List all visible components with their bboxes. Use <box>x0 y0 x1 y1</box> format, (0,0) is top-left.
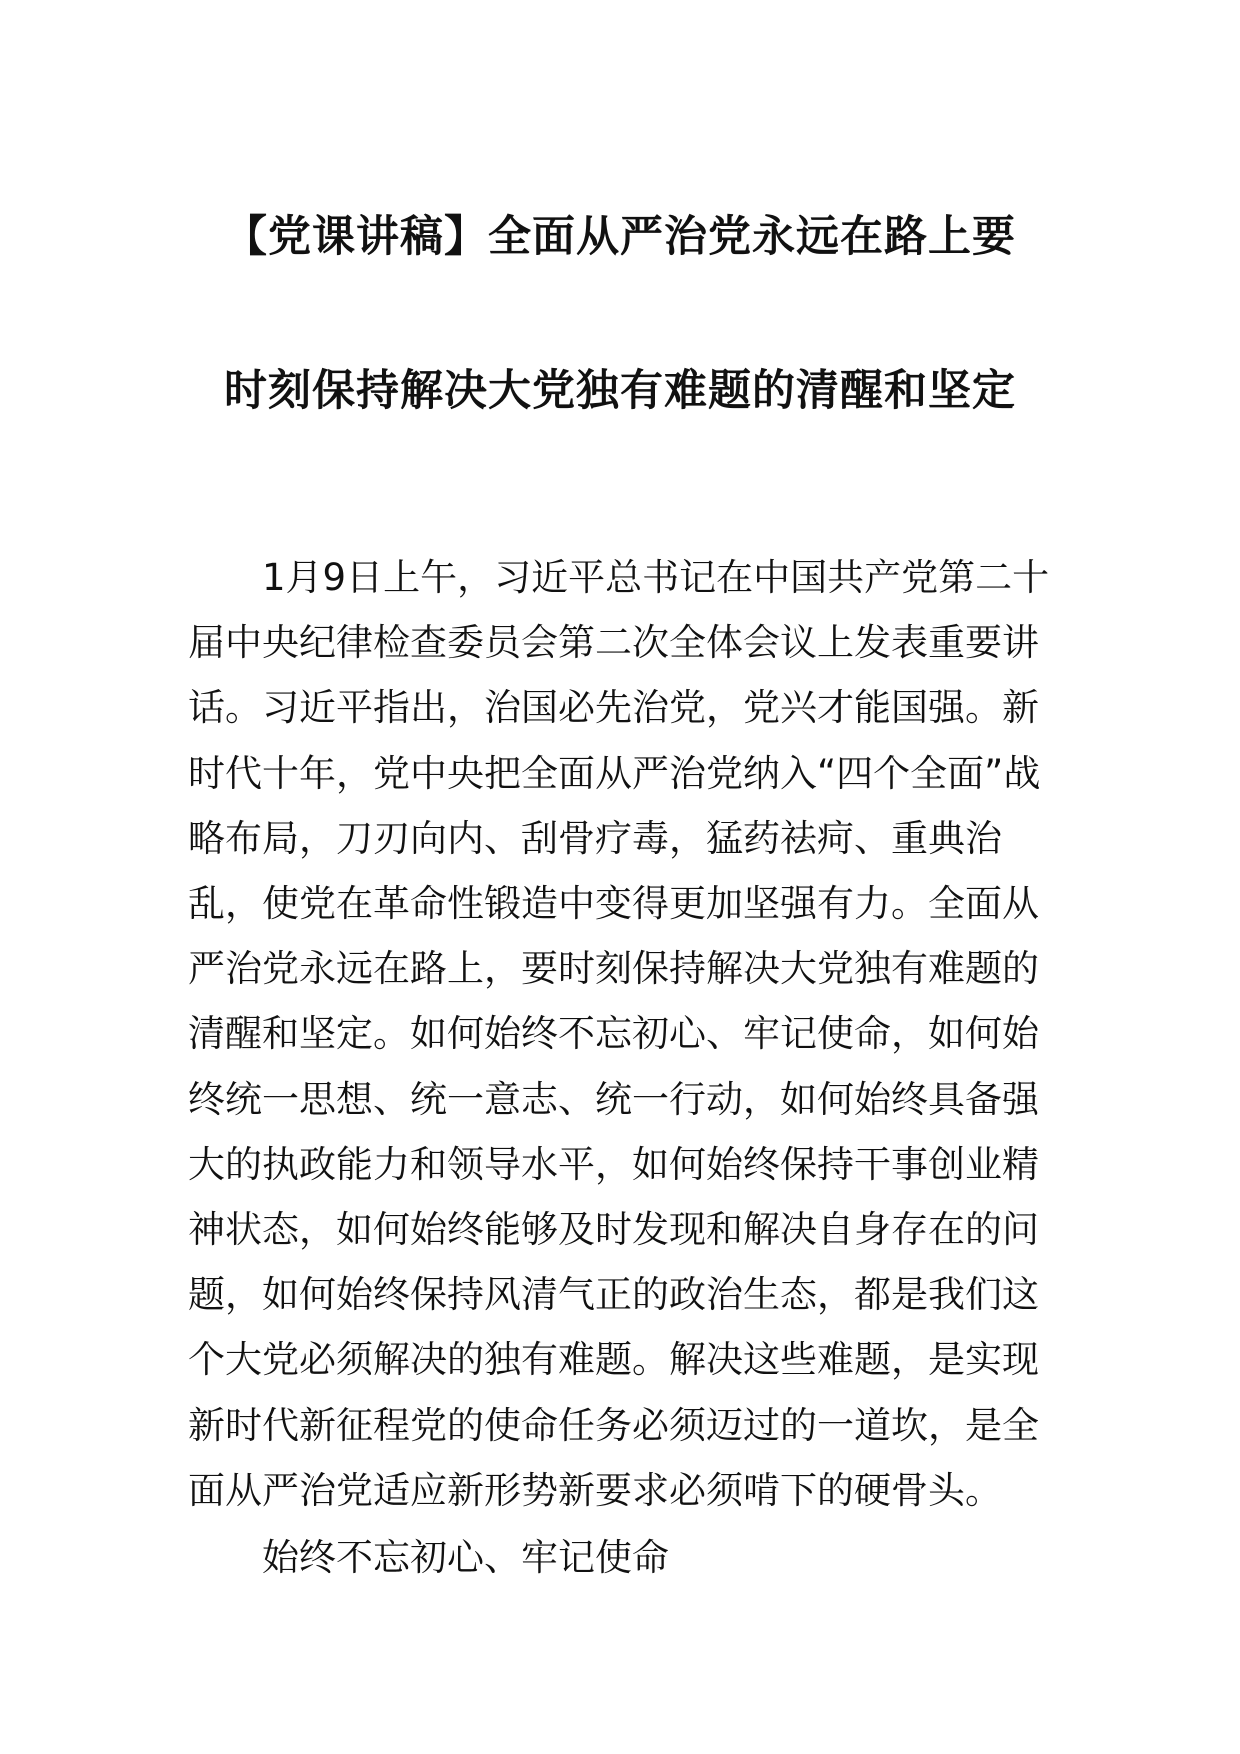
section-heading: 始终不忘初心、牢记使命 <box>262 1536 669 1579</box>
body-text <box>188 545 1068 1523</box>
title-line-1: 【党课讲稿】全面从严治党永远在路上要 <box>224 212 1016 262</box>
paragraph-1: 1月9日上午，习近平总书记在中国共产党第二十届中央纪律检查委员会第二次全体会议上发表重要讲话。习近平指出，治国必先治党，党兴才能国强。新时代十年，党中央把全面从严治党纳入“四个全面”战略布局，刀刃向内、刮骨疗毒，猛药祛疴、重典治乱，使党在革命性锻造中变得更加坚强有力。全面从严治党永远在路上，要时刻保持解决大党独有难题的清醒和坚定。如何始终不忘初心、牢记使命，如何始终统一思想、统一意志、统一行动，如何始终具备强大的执政能力和领导水平，如何始终保持干事创业精神状态，如何始终能够及时发现和解决自身存在的问题，如何始终保持风清气正的政治生态，都是我们这个大党必须解决的独有难题。解决这些难题，是实现新时代新征程党的使命任务必须迈过的一道坎，是全面从严治党适应新形势新要求必须啃下的硬骨头。 <box>188 556 1050 1512</box>
title-line-2: 时刻保持解决大党独有难题的清醒和坚定 <box>224 366 1016 416</box>
